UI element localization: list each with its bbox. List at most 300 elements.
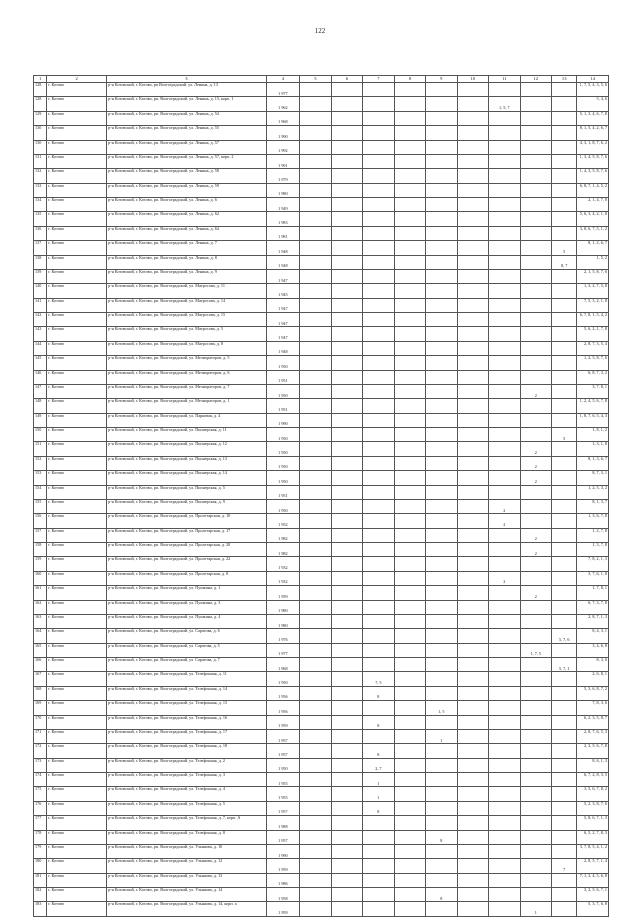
col6-cell <box>331 859 362 873</box>
col5-cell <box>300 140 331 154</box>
address-cell: р-н Котовский, г. Котово, рп. Волгоградский, ул. Телефонная, д. 2 <box>107 758 266 772</box>
col12-cell <box>520 212 551 226</box>
col14-cell: 2, 8, 7, 1, 3 <box>577 614 609 628</box>
col6-cell <box>331 83 362 97</box>
city-cell: г. Котово <box>47 370 107 384</box>
col11-cell <box>489 528 520 542</box>
col10-cell <box>457 758 488 772</box>
col13-cell <box>552 313 577 327</box>
col7-cell <box>363 816 394 830</box>
col6-cell <box>331 514 362 528</box>
address-cell: р-н Котовский, г. Котово, рп. Волгоградский, ул. Ленина, д. 15, корп. 1 <box>107 97 266 111</box>
table-row <box>34 586 609 600</box>
col12-cell <box>520 428 551 442</box>
col6-cell <box>331 543 362 557</box>
col8-cell <box>394 600 425 614</box>
col5-cell <box>300 485 331 499</box>
col6-cell <box>331 672 362 686</box>
year-cell: 1 982 <box>266 528 300 542</box>
col5-cell <box>300 571 331 585</box>
col13-cell <box>552 169 577 183</box>
col6-cell <box>331 787 362 801</box>
address-cell: р-н Котовский, г. Котово, рп. Волгоградский, ул. Пионерская, д. 5 <box>107 485 266 499</box>
col11-cell <box>489 356 520 370</box>
col9-cell <box>426 226 457 240</box>
city-cell: г. Котово <box>47 600 107 614</box>
year-cell: 1 952 <box>266 514 300 528</box>
year-cell: 1 959 <box>266 586 300 600</box>
col14-cell: 1, 8, 1, 2 <box>577 428 609 442</box>
col13-cell <box>552 614 577 628</box>
col13-cell <box>552 801 577 815</box>
col9-cell <box>426 586 457 600</box>
col5-cell <box>300 298 331 312</box>
city-cell: г. Котово <box>47 816 107 830</box>
col12-cell <box>520 557 551 571</box>
col8-cell <box>394 413 425 427</box>
col13-cell <box>552 873 577 887</box>
col7-cell <box>363 428 394 442</box>
col7-cell <box>363 83 394 97</box>
col14-cell: 5, 4, 6 <box>577 97 609 111</box>
year-cell: 1 959 <box>266 715 300 729</box>
col14-cell: 1, 3, 2, 7, 5, 8 <box>577 284 609 298</box>
col12-cell <box>520 600 551 614</box>
address-cell: р-н Котовский, г. Котово, рп. Волгоградский, ул. Ленина, д. 64 <box>107 226 266 240</box>
col7-cell <box>363 140 394 154</box>
col12-cell <box>520 183 551 197</box>
col8-cell <box>394 686 425 700</box>
city-cell: г. Котово <box>47 844 107 858</box>
col5-cell <box>300 859 331 873</box>
year-cell: 1 957 <box>266 744 300 758</box>
col9-cell <box>426 442 457 456</box>
col14-cell: 6, 7, 3, 7, 8 <box>577 600 609 614</box>
col8-cell <box>394 643 425 657</box>
col14-cell: 6, 5, 2, 7, 8, 3 <box>577 830 609 844</box>
table-row <box>34 729 609 743</box>
col8-cell <box>394 140 425 154</box>
col9-cell: 8 <box>426 888 457 902</box>
col12-cell <box>520 888 551 902</box>
city-cell: г. Котово <box>47 327 107 341</box>
table-row <box>34 629 609 643</box>
col6-cell <box>331 485 362 499</box>
col10-cell <box>457 226 488 240</box>
col10-cell <box>457 111 488 125</box>
city-cell: г. Котово <box>47 830 107 844</box>
col7-cell <box>363 701 394 715</box>
year-cell: 1 950 <box>266 384 300 398</box>
col5-cell <box>300 816 331 830</box>
col7-cell <box>363 370 394 384</box>
col9-cell <box>426 284 457 298</box>
address-cell: р-н Котовский, г. Котово, рп. Волгоградский, ул. Саратова, д. 6 <box>107 629 266 643</box>
col5-cell <box>300 672 331 686</box>
col9-cell <box>426 658 457 672</box>
col14-cell: 1, 7, 8, 1 <box>577 586 609 600</box>
col13-cell <box>552 514 577 528</box>
col9-cell <box>426 212 457 226</box>
address-cell: р-н Котовский, г. Котово, рп. Волгоградский, ул. Пионерская, д. 9 <box>107 499 266 513</box>
col9-cell <box>426 528 457 542</box>
city-cell: г. Котово <box>47 198 107 212</box>
col14-cell: 6, 7, 8, 1, 5, 4, 2 <box>577 313 609 327</box>
row-number: 160 <box>34 571 47 585</box>
col7-cell <box>363 571 394 585</box>
col11-cell <box>489 888 520 902</box>
col14-cell: 2, 8, 7, 3, 5, 4 <box>577 341 609 355</box>
col9-cell <box>426 571 457 585</box>
col10-cell <box>457 212 488 226</box>
col7-cell <box>363 183 394 197</box>
row-number: 177 <box>34 816 47 830</box>
row-number: 135 <box>34 212 47 226</box>
year-cell: 1 982 <box>266 543 300 557</box>
col13-cell <box>552 686 577 700</box>
col13-cell <box>552 571 577 585</box>
city-cell: г. Котово <box>47 701 107 715</box>
table-row <box>34 97 609 111</box>
year-cell: 1 990 <box>266 844 300 858</box>
col13-cell <box>552 269 577 283</box>
col8-cell <box>394 902 425 916</box>
col14-cell: 3, 7, 8, 1 <box>577 384 609 398</box>
col14-cell: 6, 8, 7, 1, 4, 5, 2 <box>577 183 609 197</box>
col11-cell <box>489 729 520 743</box>
year-cell: 1 990 <box>266 126 300 140</box>
col9-cell <box>426 614 457 628</box>
col6-cell <box>331 456 362 470</box>
year-cell: 1 956 <box>266 701 300 715</box>
col8-cell <box>394 442 425 456</box>
col9-cell <box>426 873 457 887</box>
col9-cell <box>426 643 457 657</box>
year-cell: 1 955 <box>266 773 300 787</box>
col14-cell: 1, 4, 3, 5, 8, 7, 6 <box>577 169 609 183</box>
col7-cell: 8 <box>363 715 394 729</box>
col8-cell <box>394 456 425 470</box>
col13-cell: 5, 7, 6 <box>552 629 577 643</box>
col13-cell <box>552 97 577 111</box>
col13-cell <box>552 816 577 830</box>
col13-cell <box>552 456 577 470</box>
col8-cell <box>394 873 425 887</box>
row-number: 138 <box>34 255 47 269</box>
col6-cell <box>331 729 362 743</box>
table-row <box>34 600 609 614</box>
row-number: 161 <box>34 586 47 600</box>
col8-cell <box>394 571 425 585</box>
row-number: 157 <box>34 528 47 542</box>
year-cell: 1 932 <box>266 571 300 585</box>
col13-cell: 5, 7, 1 <box>552 658 577 672</box>
row-number: 151 <box>34 442 47 456</box>
row-number: 144 <box>34 341 47 355</box>
table-row <box>34 442 609 456</box>
col9-cell <box>426 499 457 513</box>
col9-cell: 1, 5 <box>426 701 457 715</box>
col6-cell <box>331 830 362 844</box>
col8-cell <box>394 298 425 312</box>
col10-cell <box>457 773 488 787</box>
table-row <box>34 169 609 183</box>
year-cell: 1 981 <box>266 226 300 240</box>
row-number: 164 <box>34 629 47 643</box>
col12-cell <box>520 126 551 140</box>
address-cell: р-н Котовский, г. Котово, рп. Волгоградский, ул. Телефонная, д. 5 <box>107 801 266 815</box>
col11-cell <box>489 284 520 298</box>
col6-cell <box>331 629 362 643</box>
col10-cell <box>457 787 488 801</box>
col13-cell <box>552 298 577 312</box>
col13-cell: 5 <box>552 428 577 442</box>
col7-cell <box>363 471 394 485</box>
col6-cell <box>331 600 362 614</box>
col6-cell <box>331 241 362 255</box>
address-cell: р-н Котовский, г. Котово, рп. Волгоградский, ул. Ленина, д. 6 <box>107 198 266 212</box>
city-cell: г. Котово <box>47 255 107 269</box>
year-cell: 1 991 <box>266 154 300 168</box>
col13-cell <box>552 672 577 686</box>
year-cell: 1 968 <box>266 658 300 672</box>
col11-cell <box>489 744 520 758</box>
col5-cell <box>300 169 331 183</box>
col6-cell <box>331 327 362 341</box>
col8-cell <box>394 241 425 255</box>
col6-cell <box>331 643 362 657</box>
col8-cell <box>394 169 425 183</box>
col13-cell: 5 <box>552 241 577 255</box>
table-row <box>34 543 609 557</box>
col14-cell: 8, 1, 5, 4, 2, 6, 7 <box>577 126 609 140</box>
col9-cell <box>426 327 457 341</box>
col13-cell <box>552 543 577 557</box>
city-cell: г. Котово <box>47 715 107 729</box>
year-cell: 1 980 <box>266 614 300 628</box>
year-cell: 1 957 <box>266 729 300 743</box>
col13-cell <box>552 902 577 916</box>
address-cell: р-н Котовский, г. Котово, рп. Волгоградский, ул. Ленина, д. 55 <box>107 126 266 140</box>
col6-cell <box>331 816 362 830</box>
year-cell: 1 959 <box>266 902 300 916</box>
table-row <box>34 456 609 470</box>
col9-cell <box>426 341 457 355</box>
table-row <box>34 255 609 269</box>
table-row <box>34 327 609 341</box>
col8-cell <box>394 658 425 672</box>
col10-cell <box>457 384 488 398</box>
address-cell: р-н Котовский, г. Котово, рп. Волгоградский, ул. Ульянова, д. 12 <box>107 859 266 873</box>
col14-cell: 5, 3, 7, 6, 8 <box>577 902 609 916</box>
col7-cell <box>363 341 394 355</box>
col10-cell <box>457 830 488 844</box>
col8-cell <box>394 485 425 499</box>
row-number: 159 <box>34 557 47 571</box>
address-cell: р-н Котовский, г. Котово, рп. Волгоградский, ул. Ленина, д. 58 <box>107 169 266 183</box>
city-cell: г. Котово <box>47 183 107 197</box>
col13-cell <box>552 600 577 614</box>
address-cell: р-н Котовский, г. Котово, рп. Волгоградский, ул. Ленина, д. 62 <box>107 212 266 226</box>
col12-cell: 2 <box>520 384 551 398</box>
col12-cell: 2 <box>520 456 551 470</box>
row-number: 155 <box>34 499 47 513</box>
row-number: 129 <box>34 111 47 125</box>
col13-cell <box>552 356 577 370</box>
col12-cell <box>520 241 551 255</box>
col14-cell: 1, 3, 6, 7, 8 <box>577 514 609 528</box>
col13-cell <box>552 830 577 844</box>
year-cell: 1 992 <box>266 140 300 154</box>
year-cell: 1 979 <box>266 169 300 183</box>
col9-cell <box>426 183 457 197</box>
col11-cell <box>489 543 520 557</box>
col11-cell <box>489 844 520 858</box>
address-cell: р-н Котовский, г. Котово, рп. Волгоградский, ул. Саратова, д. 7 <box>107 658 266 672</box>
col14-cell: 2, 3, 5, 6, 7, 8 <box>577 744 609 758</box>
col8-cell <box>394 226 425 240</box>
col11-cell <box>489 212 520 226</box>
col10-cell <box>457 183 488 197</box>
col13-cell <box>552 471 577 485</box>
col8-cell <box>394 672 425 686</box>
col13-cell <box>552 140 577 154</box>
address-cell: р-н Котовский, г. Котово, рп. Волгоградский, ул. Ульянова, д. 14, корп. а <box>107 902 266 916</box>
table-row <box>34 226 609 240</box>
col7-cell <box>363 844 394 858</box>
col14-cell: 5, 3, 6, 8, 7, 2 <box>577 686 609 700</box>
table-row <box>34 126 609 140</box>
col14-cell: 2, 8, 5, 7, 1, 4 <box>577 859 609 873</box>
table-row <box>34 341 609 355</box>
table-row <box>34 686 609 700</box>
col7-cell <box>363 600 394 614</box>
col11-cell <box>489 298 520 312</box>
col10-cell <box>457 844 488 858</box>
column-header: 2 <box>47 76 107 83</box>
col7-cell <box>363 499 394 513</box>
col9-cell <box>426 859 457 873</box>
col5-cell <box>300 154 331 168</box>
col7-cell <box>363 442 394 456</box>
city-cell: г. Котово <box>47 169 107 183</box>
col7-cell: 2, 7 <box>363 758 394 772</box>
col10-cell <box>457 528 488 542</box>
col10-cell <box>457 701 488 715</box>
col13-cell <box>552 485 577 499</box>
year-cell: 1 947 <box>266 327 300 341</box>
col7-cell <box>363 658 394 672</box>
col11-cell <box>489 140 520 154</box>
col11-cell <box>489 773 520 787</box>
city-cell: г. Котово <box>47 83 107 97</box>
col6-cell <box>331 773 362 787</box>
col11-cell <box>489 255 520 269</box>
row-number: 167 <box>34 672 47 686</box>
col8-cell <box>394 729 425 743</box>
col6-cell <box>331 557 362 571</box>
city-cell: г. Котово <box>47 543 107 557</box>
col11-cell <box>489 643 520 657</box>
row-number: 147 <box>34 384 47 398</box>
col12-cell <box>520 226 551 240</box>
col5-cell <box>300 830 331 844</box>
col14-cell: 1, 2, 5, 8, 7, 6 <box>577 356 609 370</box>
city-cell: г. Котово <box>47 873 107 887</box>
col14-cell: 8, 6, 1, 3 <box>577 758 609 772</box>
col8-cell <box>394 830 425 844</box>
col7-cell <box>363 413 394 427</box>
col9-cell <box>426 801 457 815</box>
address-cell: р-н Котовский, г. Котово, рп. Волгоградский, ул. Ленина, д. 57, корп. 2 <box>107 154 266 168</box>
city-cell: г. Котово <box>47 456 107 470</box>
col6-cell <box>331 384 362 398</box>
col6-cell <box>331 658 362 672</box>
table-row <box>34 787 609 801</box>
table-row <box>34 672 609 686</box>
col6-cell <box>331 356 362 370</box>
col8-cell <box>394 773 425 787</box>
row-number: 150 <box>34 428 47 442</box>
col6-cell <box>331 169 362 183</box>
col14-cell: 1, 3, 1, 8 <box>577 442 609 456</box>
col10-cell <box>457 859 488 873</box>
year-cell: 1 948 <box>266 255 300 269</box>
year-cell: 1 950 <box>266 356 300 370</box>
col12-cell <box>520 83 551 97</box>
col14-cell: 2, 1, 5, 8, 7, 6 <box>577 269 609 283</box>
column-header: 8 <box>394 76 425 83</box>
address-cell: р-н Котовский, г. Котово, рп. Волгоградский, ул. Телефонная, д. 8 <box>107 830 266 844</box>
address-cell: р-н Котовский, г. Котово, рп. Волгоградский, ул. Пролетарская, д. 8 <box>107 571 266 585</box>
col13-cell <box>552 773 577 787</box>
col11-cell <box>489 830 520 844</box>
col7-cell <box>363 643 394 657</box>
col11-cell <box>489 629 520 643</box>
col5-cell <box>300 888 331 902</box>
col12-cell <box>520 758 551 772</box>
table-row <box>34 844 609 858</box>
col13-cell <box>552 729 577 743</box>
col10-cell <box>457 686 488 700</box>
col8-cell <box>394 471 425 485</box>
col8-cell <box>394 198 425 212</box>
address-cell: р-н Котовский, г. Котово, рп. Волгоградский, ул. Телефонная, д. 15 <box>107 701 266 715</box>
col13-cell <box>552 384 577 398</box>
col14-cell: 1, 2, 4, 5, 6, 7, 8 <box>577 399 609 413</box>
row-number: 149 <box>34 413 47 427</box>
row-number: 130 <box>34 126 47 140</box>
col13-cell <box>552 399 577 413</box>
col13-cell <box>552 83 577 97</box>
row-number: 131 <box>34 154 47 168</box>
col12-cell <box>520 571 551 585</box>
col6-cell <box>331 499 362 513</box>
city-cell: г. Котово <box>47 686 107 700</box>
col10-cell <box>457 715 488 729</box>
col8-cell <box>394 629 425 643</box>
col14-cell: 6, 7, 2, 8, 3, 5 <box>577 773 609 787</box>
col8-cell <box>394 399 425 413</box>
address-cell: р-н Котовский, г. Котово, рп. Волгоградский, ул. Ленина, д. 7 <box>107 241 266 255</box>
col10-cell <box>457 169 488 183</box>
col8-cell <box>394 356 425 370</box>
col8-cell <box>394 284 425 298</box>
table-row <box>34 528 609 542</box>
year-cell: 1 990 <box>266 413 300 427</box>
col14-cell: 8, 7, 3, 1 <box>577 471 609 485</box>
city-cell: г. Котово <box>47 111 107 125</box>
